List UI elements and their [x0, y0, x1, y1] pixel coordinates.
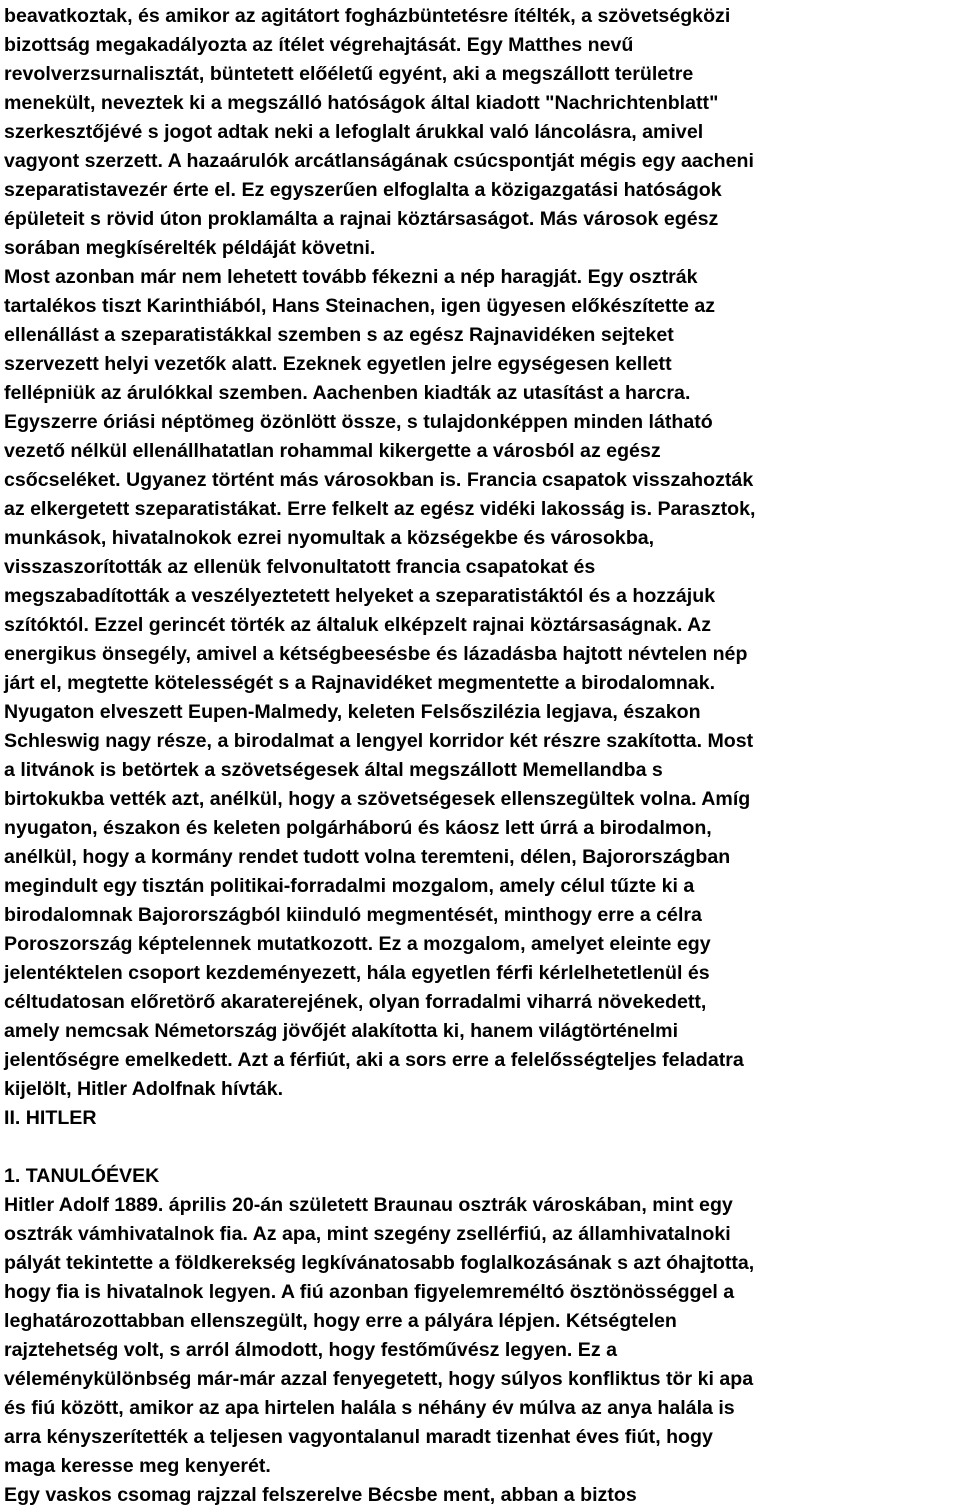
text-line: Poroszország képtelennek mutatkozott. Ez a mozgalom, amelyet eleinte egy: [4, 933, 711, 955]
text-line: maga keresse meg kenyerét.: [4, 1455, 271, 1477]
text-line: revolverzsurnalisztát, büntetett előéletű egyént, aki a megszállott területre: [4, 63, 694, 85]
text-line: menekült, neveztek ki a megszálló hatóságok által kiadott "Nachrichtenblatt": [4, 92, 719, 114]
text-line: szeparatistavezér érte el. Ez egyszerűen elfoglalta a közigazgatási hatóságok: [4, 179, 722, 201]
text-line: véleménykülönbség már-már azzal fenyegetett, hogy súlyos konfliktus tör ki apa: [4, 1368, 754, 1390]
text-line: tartalékos tiszt Karinthiából, Hans Steinachen, igen ügyesen előkészítette az: [4, 295, 716, 317]
text-line: járt el, megtette kötelességét s a Rajnavidéket megmentette a birodalomnak.: [4, 672, 716, 694]
document-text-block: [4, 2, 954, 1133]
text-line: II. HITLER: [4, 1107, 97, 1129]
text-line: anélkül, hogy a kormány rendet tudott volna teremteni, délen, Bajorországban: [4, 846, 731, 868]
text-line: és fiú között, amikor az apa hirtelen halála s néhány év múlva az anya halála is: [4, 1397, 735, 1419]
text-line: fellépniük az árulókkal szemben. Aachenben kiadták az utasítást a harcra.: [4, 382, 691, 404]
text-line: megszabadították a veszélyeztetett helyeket a szeparatistáktól és a hozzájuk: [4, 585, 716, 607]
text-line: jelentéktelen csoport kezdeményezett, hála egyetlen férfi kérlelhetetlenül és: [4, 962, 710, 984]
text-line: bizottság megakadályozta az ítélet végrehajtását. Egy Matthes nevű: [4, 34, 634, 56]
text-line: Hitler Adolf 1889. április 20-án született Braunau osztrák városkában, mint egy: [4, 1194, 733, 1216]
text-line: Most azonban már nem lehetett tovább fékezni a nép haragját. Egy osztrák: [4, 266, 698, 288]
text-line: Egyszerre óriási néptömeg özönlött össze, s tulajdonképpen minden látható: [4, 411, 713, 433]
text-line: megindult egy tisztán politikai-forradalmi mozgalom, amely célul tűzte ki a: [4, 875, 695, 897]
text-line: csőcseléket. Ugyanez történt más városokban is. Francia csapatok visszahozták: [4, 469, 754, 491]
text-line: 1. TANULÓÉVEK: [4, 1165, 160, 1187]
text-line: Schleswig nagy része, a birodalmat a lengyel korridor két részre szakította. Most: [4, 730, 754, 752]
text-line: ellenállást a szeparatistákkal szemben s az egész Rajnavidéken sejteket: [4, 324, 674, 346]
text-line: Nyugaton elveszett Eupen-Malmedy, keleten Felsőszilézia legjava, északon: [4, 701, 701, 723]
blank-line: [4, 1133, 954, 1162]
text-line: a litvánok is betörtek a szövetségesek által megszállott Memellandba s: [4, 759, 663, 781]
text-line: hogy fia is hivatalnok legyen. A fiú azonban figyelemreméltó ösztönösséggel a: [4, 1281, 735, 1303]
text-line: birtokukba vették azt, anélkül, hogy a szövetségesek ellenszegültek volna. Amíg: [4, 788, 751, 810]
text-line: az elkergetett szeparatistákat. Erre felkelt az egész vidéki lakosság is. Parasztok,: [4, 498, 756, 520]
text-line: szerkesztőjévé s jogot adtak neki a lefoglalt árukkal való láncolásra, amivel: [4, 121, 704, 143]
text-line: vezető nélkül ellenállhatatlan rohammal kikergette a városból az egész: [4, 440, 661, 462]
text-line: amely nemcsak Németország jövőjét alakította ki, hanem világtörténelmi: [4, 1020, 679, 1042]
text-line: beavatkoztak, és amikor az agitátort fogházbüntetésre ítélték, a szövetségközi: [4, 5, 731, 27]
text-line: kijelölt, Hitler Adolfnak hívták.: [4, 1078, 284, 1100]
text-line: vagyont szerzett. A hazaárulók arcátlanságának csúcspontját mégis egy aacheni: [4, 150, 754, 172]
text-line: rajztehetség volt, s arról álmodott, hogy festőművész legyen. Ez a: [4, 1339, 618, 1361]
text-line: birodalomnak Bajorországból kiinduló megmentését, minthogy erre a célra: [4, 904, 702, 926]
text-line: energikus önsegély, amivel a kétségbeesésbe és lázadásba hajtott névtelen nép: [4, 643, 748, 665]
text-line: céltudatosan előretörő akaraterejének, olyan forradalmi viharrá növekedett,: [4, 991, 707, 1013]
text-line: jelentőségre emelkedett. Azt a férfiút, aki a sors erre a felelősségteljes feladatra: [4, 1049, 744, 1071]
text-line: leghatározottabban ellenszegült, hogy erre a pályára lépjen. Kétségtelen: [4, 1310, 677, 1332]
text-line: visszaszorították az ellenük felvonultatott francia csapatokat és: [4, 556, 596, 578]
text-line: épületeit s rövid úton proklamálta a rajnai köztársaságot. Más városok egész: [4, 208, 719, 230]
text-line: munkások, hivatalnokok ezrei nyomultak a községekbe és városokba,: [4, 527, 655, 549]
text-line: osztrák vámhivatalnok fia. Az apa, mint szegény zsellérfiú, az államhivatalnoki: [4, 1223, 731, 1245]
text-line: sorában megkísérelték példáját követni.: [4, 237, 376, 259]
text-line: pályát tekintette a földkerekség legkívánatosabb foglalkozásának s azt óhajtotta,: [4, 1252, 755, 1274]
document-text-block: [4, 1162, 954, 1510]
text-line: nyugaton, északon és keleten polgárháború és káosz lett úrrá a birodalmon,: [4, 817, 712, 839]
text-line: szervezett helyi vezetők alatt. Ezeknek egyetlen jelre egységesen kellett: [4, 353, 672, 375]
text-line: Egy vaskos csomag rajzzal felszerelve Bécsbe ment, abban a biztos: [4, 1484, 637, 1506]
text-line: szítóktól. Ezzel gerincét törték az általuk elképzelt rajnai köztársaságnak. Az: [4, 614, 712, 636]
text-line: arra kényszerítették a teljesen vagyontalanul maradt tizenhat éves fiút, hogy: [4, 1426, 713, 1448]
